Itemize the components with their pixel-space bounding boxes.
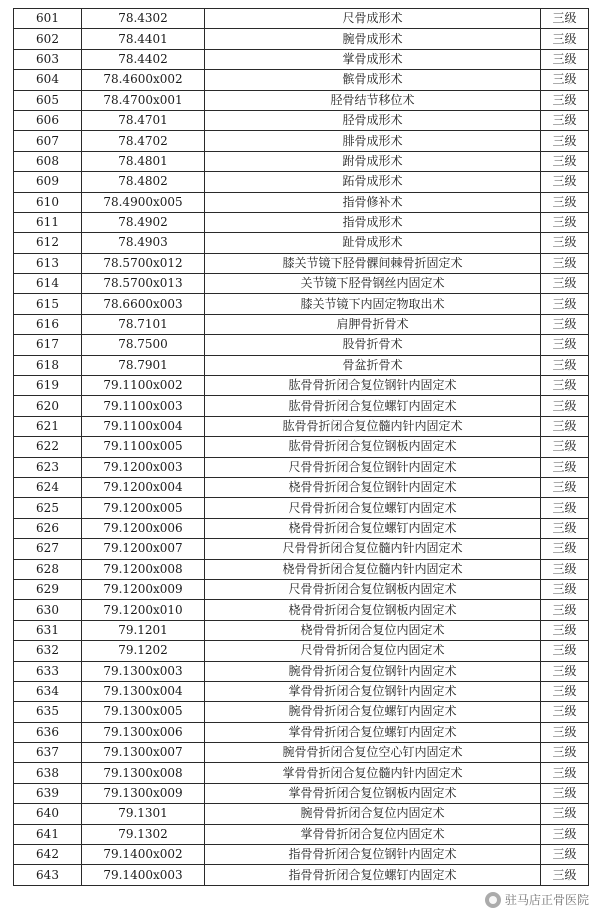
row-index-cell: 630 xyxy=(14,600,82,620)
surgery-level-cell: 三级 xyxy=(541,29,589,49)
procedure-name-cell: 桡骨骨折闭合复位螺钉内固定术 xyxy=(205,518,541,538)
table-row xyxy=(14,498,589,518)
surgery-level-cell: 三级 xyxy=(541,559,589,579)
table-row xyxy=(14,396,589,416)
table-row xyxy=(14,437,589,457)
table-row xyxy=(14,131,589,151)
procedure-name-cell: 指骨修补术 xyxy=(205,192,541,212)
row-index-cell: 615 xyxy=(14,294,82,314)
surgery-level-cell: 三级 xyxy=(541,376,589,396)
procedure-name-cell: 髌骨成形术 xyxy=(205,70,541,90)
row-index-cell: 621 xyxy=(14,416,82,436)
procedure-code-cell: 78.7101 xyxy=(82,314,205,334)
surgery-level-cell: 三级 xyxy=(541,681,589,701)
row-index-cell: 632 xyxy=(14,641,82,661)
row-index-cell: 625 xyxy=(14,498,82,518)
table-row xyxy=(14,722,589,742)
row-index-cell: 601 xyxy=(14,9,82,29)
surgery-level-cell: 三级 xyxy=(541,824,589,844)
row-index-cell: 634 xyxy=(14,681,82,701)
procedure-code-cell: 78.6600x003 xyxy=(82,294,205,314)
surgery-level-cell: 三级 xyxy=(541,396,589,416)
procedure-table-body xyxy=(14,9,589,886)
table-row xyxy=(14,172,589,192)
row-index-cell: 603 xyxy=(14,49,82,69)
procedure-code-cell: 78.4702 xyxy=(82,131,205,151)
table-row xyxy=(14,110,589,130)
surgery-level-cell: 三级 xyxy=(541,355,589,375)
surgery-level-cell: 三级 xyxy=(541,335,589,355)
table-row xyxy=(14,233,589,253)
procedure-code-cell: 79.1202 xyxy=(82,641,205,661)
procedure-code-cell: 78.4903 xyxy=(82,233,205,253)
row-index-cell: 623 xyxy=(14,457,82,477)
surgery-level-cell: 三级 xyxy=(541,70,589,90)
table-row xyxy=(14,253,589,273)
row-index-cell: 642 xyxy=(14,845,82,865)
procedure-name-cell: 跗骨成形术 xyxy=(205,151,541,171)
table-row xyxy=(14,376,589,396)
procedure-name-cell: 尺骨骨折闭合复位钢针内固定术 xyxy=(205,457,541,477)
row-index-cell: 641 xyxy=(14,824,82,844)
surgery-level-cell: 三级 xyxy=(541,294,589,314)
row-index-cell: 609 xyxy=(14,172,82,192)
table-row xyxy=(14,865,589,885)
procedure-table xyxy=(13,8,589,886)
table-row xyxy=(14,763,589,783)
row-index-cell: 608 xyxy=(14,151,82,171)
procedure-name-cell: 尺骨骨折闭合复位髓内针内固定术 xyxy=(205,539,541,559)
surgery-level-cell: 三级 xyxy=(541,661,589,681)
procedure-code-cell: 78.4402 xyxy=(82,49,205,69)
row-index-cell: 618 xyxy=(14,355,82,375)
table-row xyxy=(14,641,589,661)
surgery-level-cell: 三级 xyxy=(541,579,589,599)
procedure-code-cell: 78.4401 xyxy=(82,29,205,49)
row-index-cell: 636 xyxy=(14,722,82,742)
procedure-name-cell: 尺骨骨折闭合复位内固定术 xyxy=(205,641,541,661)
procedure-code-cell: 78.4900x005 xyxy=(82,192,205,212)
procedure-name-cell: 指骨成形术 xyxy=(205,212,541,232)
row-index-cell: 635 xyxy=(14,702,82,722)
procedure-name-cell: 趾骨成形术 xyxy=(205,233,541,253)
procedure-name-cell: 腕骨成形术 xyxy=(205,29,541,49)
row-index-cell: 640 xyxy=(14,804,82,824)
table-row xyxy=(14,804,589,824)
procedure-name-cell: 腕骨骨折闭合复位钢针内固定术 xyxy=(205,661,541,681)
row-index-cell: 628 xyxy=(14,559,82,579)
procedure-code-cell: 79.1100x002 xyxy=(82,376,205,396)
procedure-name-cell: 掌骨骨折闭合复位内固定术 xyxy=(205,824,541,844)
procedure-code-cell: 78.4802 xyxy=(82,172,205,192)
procedure-name-cell: 桡骨骨折闭合复位内固定术 xyxy=(205,620,541,640)
row-index-cell: 631 xyxy=(14,620,82,640)
surgery-level-cell: 三级 xyxy=(541,477,589,497)
table-row xyxy=(14,335,589,355)
row-index-cell: 602 xyxy=(14,29,82,49)
procedure-code-cell: 79.1300x005 xyxy=(82,702,205,722)
table-row xyxy=(14,681,589,701)
row-index-cell: 626 xyxy=(14,518,82,538)
procedure-code-cell: 79.1100x005 xyxy=(82,437,205,457)
surgery-level-cell: 三级 xyxy=(541,763,589,783)
procedure-name-cell: 跖骨成形术 xyxy=(205,172,541,192)
procedure-name-cell: 尺骨成形术 xyxy=(205,9,541,29)
procedure-code-cell: 79.1200x010 xyxy=(82,600,205,620)
procedure-code-cell: 79.1200x009 xyxy=(82,579,205,599)
procedure-code-cell: 79.1300x009 xyxy=(82,783,205,803)
row-index-cell: 643 xyxy=(14,865,82,885)
surgery-level-cell: 三级 xyxy=(541,90,589,110)
procedure-name-cell: 桡骨骨折闭合复位钢板内固定术 xyxy=(205,600,541,620)
procedure-name-cell: 膝关节镜下内固定物取出术 xyxy=(205,294,541,314)
surgery-level-cell: 三级 xyxy=(541,539,589,559)
procedure-code-cell: 79.1200x003 xyxy=(82,457,205,477)
procedure-name-cell: 尺骨骨折闭合复位螺钉内固定术 xyxy=(205,498,541,518)
row-index-cell: 604 xyxy=(14,70,82,90)
surgery-level-cell: 三级 xyxy=(541,151,589,171)
table-row xyxy=(14,355,589,375)
surgery-level-cell: 三级 xyxy=(541,457,589,477)
surgery-level-cell: 三级 xyxy=(541,233,589,253)
table-row xyxy=(14,783,589,803)
procedure-name-cell: 肩胛骨折骨术 xyxy=(205,314,541,334)
row-index-cell: 637 xyxy=(14,743,82,763)
surgery-level-cell: 三级 xyxy=(541,498,589,518)
procedure-code-cell: 79.1200x006 xyxy=(82,518,205,538)
procedure-name-cell: 腕骨骨折闭合复位空心钉内固定术 xyxy=(205,743,541,763)
table-row xyxy=(14,518,589,538)
surgery-level-cell: 三级 xyxy=(541,702,589,722)
procedure-name-cell: 肱骨骨折闭合复位钢板内固定术 xyxy=(205,437,541,457)
procedure-code-cell: 79.1400x002 xyxy=(82,845,205,865)
row-index-cell: 633 xyxy=(14,661,82,681)
surgery-level-cell: 三级 xyxy=(541,314,589,334)
table-row xyxy=(14,620,589,640)
surgery-level-cell: 三级 xyxy=(541,620,589,640)
procedure-name-cell: 胫骨成形术 xyxy=(205,110,541,130)
procedure-code-cell: 79.1200x005 xyxy=(82,498,205,518)
table-row xyxy=(14,90,589,110)
surgery-level-cell: 三级 xyxy=(541,641,589,661)
procedure-code-cell: 79.1100x003 xyxy=(82,396,205,416)
row-index-cell: 612 xyxy=(14,233,82,253)
procedure-name-cell: 尺骨骨折闭合复位钢板内固定术 xyxy=(205,579,541,599)
surgery-level-cell: 三级 xyxy=(541,110,589,130)
surgery-level-cell: 三级 xyxy=(541,518,589,538)
procedure-code-cell: 78.4700x001 xyxy=(82,90,205,110)
procedure-name-cell: 掌骨骨折闭合复位钢针内固定术 xyxy=(205,681,541,701)
surgery-level-cell: 三级 xyxy=(541,722,589,742)
procedure-name-cell: 股骨折骨术 xyxy=(205,335,541,355)
procedure-name-cell: 桡骨骨折闭合复位髓内针内固定术 xyxy=(205,559,541,579)
procedure-name-cell: 胫骨结节移位术 xyxy=(205,90,541,110)
table-row xyxy=(14,212,589,232)
table-row xyxy=(14,579,589,599)
surgery-level-cell: 三级 xyxy=(541,865,589,885)
procedure-name-cell: 膝关节镜下胫骨髁间棘骨折固定术 xyxy=(205,253,541,273)
surgery-level-cell: 三级 xyxy=(541,49,589,69)
procedure-name-cell: 腕骨骨折闭合复位内固定术 xyxy=(205,804,541,824)
row-index-cell: 611 xyxy=(14,212,82,232)
procedure-code-cell: 79.1300x007 xyxy=(82,743,205,763)
surgery-level-cell: 三级 xyxy=(541,743,589,763)
row-index-cell: 617 xyxy=(14,335,82,355)
row-index-cell: 624 xyxy=(14,477,82,497)
row-index-cell: 606 xyxy=(14,110,82,130)
row-index-cell: 605 xyxy=(14,90,82,110)
row-index-cell: 616 xyxy=(14,314,82,334)
row-index-cell: 619 xyxy=(14,376,82,396)
surgery-level-cell: 三级 xyxy=(541,274,589,294)
procedure-code-cell: 79.1200x004 xyxy=(82,477,205,497)
row-index-cell: 610 xyxy=(14,192,82,212)
procedure-name-cell: 掌骨骨折闭合复位螺钉内固定术 xyxy=(205,722,541,742)
procedure-name-cell: 指骨骨折闭合复位钢针内固定术 xyxy=(205,845,541,865)
row-index-cell: 613 xyxy=(14,253,82,273)
surgery-level-cell: 三级 xyxy=(541,783,589,803)
table-row xyxy=(14,477,589,497)
procedure-name-cell: 指骨骨折闭合复位螺钉内固定术 xyxy=(205,865,541,885)
procedure-code-cell: 79.1300x004 xyxy=(82,681,205,701)
procedure-code-cell: 78.4600x002 xyxy=(82,70,205,90)
procedure-name-cell: 肱骨骨折闭合复位髓内针内固定术 xyxy=(205,416,541,436)
procedure-code-cell: 78.7901 xyxy=(82,355,205,375)
row-index-cell: 639 xyxy=(14,783,82,803)
procedure-code-cell: 78.4701 xyxy=(82,110,205,130)
procedure-code-cell: 78.4801 xyxy=(82,151,205,171)
surgery-level-cell: 三级 xyxy=(541,437,589,457)
procedure-code-cell: 79.1300x006 xyxy=(82,722,205,742)
table-row xyxy=(14,743,589,763)
row-index-cell: 638 xyxy=(14,763,82,783)
account-logo-icon xyxy=(485,892,501,908)
row-index-cell: 620 xyxy=(14,396,82,416)
procedure-code-cell: 78.4902 xyxy=(82,212,205,232)
surgery-level-cell: 三级 xyxy=(541,172,589,192)
watermark xyxy=(482,890,592,909)
table-row xyxy=(14,29,589,49)
table-row xyxy=(14,314,589,334)
surgery-level-cell: 三级 xyxy=(541,212,589,232)
procedure-code-cell: 78.4302 xyxy=(82,9,205,29)
procedure-name-cell: 掌骨骨折闭合复位钢板内固定术 xyxy=(205,783,541,803)
table-row xyxy=(14,661,589,681)
procedure-code-cell: 78.5700x012 xyxy=(82,253,205,273)
procedure-name-cell: 骨盆折骨术 xyxy=(205,355,541,375)
procedure-name-cell: 掌骨成形术 xyxy=(205,49,541,69)
table-row xyxy=(14,824,589,844)
procedure-name-cell: 肱骨骨折闭合复位钢针内固定术 xyxy=(205,376,541,396)
surgery-level-cell: 三级 xyxy=(541,192,589,212)
table-row xyxy=(14,294,589,314)
table-row xyxy=(14,559,589,579)
procedure-name-cell: 掌骨骨折闭合复位髓内针内固定术 xyxy=(205,763,541,783)
procedure-code-cell: 79.1302 xyxy=(82,824,205,844)
surgery-level-cell: 三级 xyxy=(541,416,589,436)
procedure-code-cell: 78.7500 xyxy=(82,335,205,355)
procedure-code-cell: 78.5700x013 xyxy=(82,274,205,294)
table-row xyxy=(14,457,589,477)
procedure-code-cell: 79.1300x003 xyxy=(82,661,205,681)
table-row xyxy=(14,70,589,90)
procedure-code-cell: 79.1400x003 xyxy=(82,865,205,885)
table-row xyxy=(14,539,589,559)
surgery-level-cell: 三级 xyxy=(541,804,589,824)
row-index-cell: 614 xyxy=(14,274,82,294)
table-row xyxy=(14,600,589,620)
procedure-name-cell: 腕骨骨折闭合复位螺钉内固定术 xyxy=(205,702,541,722)
row-index-cell: 629 xyxy=(14,579,82,599)
surgery-level-cell: 三级 xyxy=(541,9,589,29)
watermark-text: 驻马店正骨医院 xyxy=(504,893,589,907)
surgery-level-cell: 三级 xyxy=(541,131,589,151)
table-row xyxy=(14,151,589,171)
table-row xyxy=(14,192,589,212)
surgery-level-cell: 三级 xyxy=(541,253,589,273)
procedure-code-cell: 79.1301 xyxy=(82,804,205,824)
procedure-code-cell: 79.1201 xyxy=(82,620,205,640)
table-row xyxy=(14,9,589,29)
table-row xyxy=(14,845,589,865)
procedure-code-cell: 79.1300x008 xyxy=(82,763,205,783)
procedure-name-cell: 腓骨成形术 xyxy=(205,131,541,151)
procedure-name-cell: 桡骨骨折闭合复位钢针内固定术 xyxy=(205,477,541,497)
table-row xyxy=(14,702,589,722)
row-index-cell: 607 xyxy=(14,131,82,151)
procedure-code-cell: 79.1200x008 xyxy=(82,559,205,579)
table-row xyxy=(14,49,589,69)
row-index-cell: 622 xyxy=(14,437,82,457)
procedure-code-cell: 79.1200x007 xyxy=(82,539,205,559)
surgery-level-cell: 三级 xyxy=(541,600,589,620)
procedure-name-cell: 肱骨骨折闭合复位螺钉内固定术 xyxy=(205,396,541,416)
table-row xyxy=(14,416,589,436)
procedure-name-cell: 关节镜下胫骨钢丝内固定术 xyxy=(205,274,541,294)
surgery-level-cell: 三级 xyxy=(541,845,589,865)
procedure-code-cell: 79.1100x004 xyxy=(82,416,205,436)
row-index-cell: 627 xyxy=(14,539,82,559)
table-row xyxy=(14,274,589,294)
